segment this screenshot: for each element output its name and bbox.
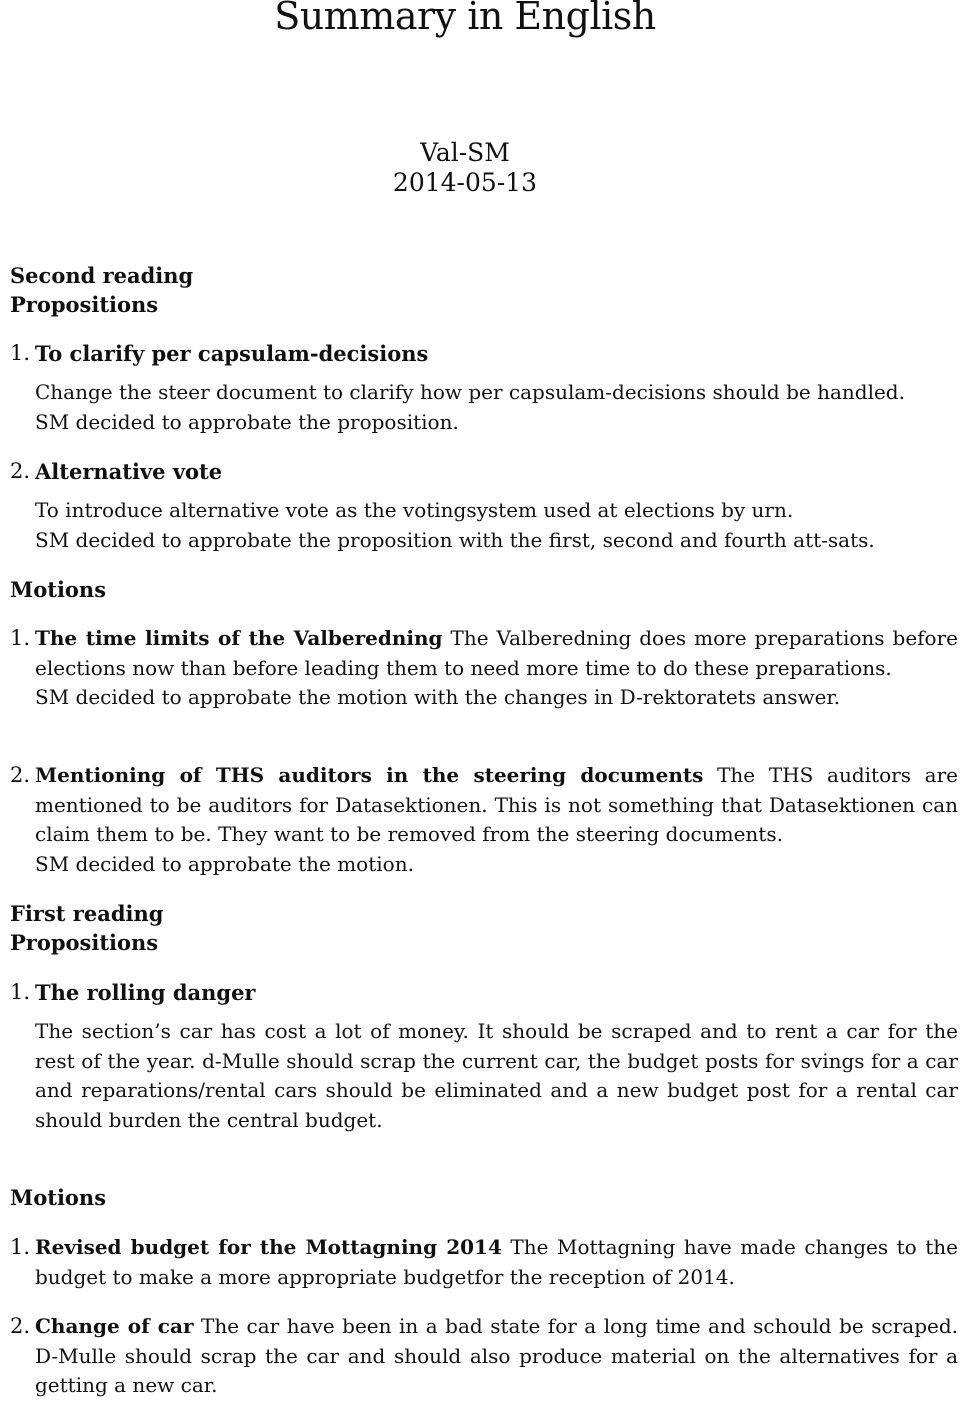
sr-prop-2-number: 2. bbox=[10, 459, 31, 483]
second-reading-propositions-heading: Propositions bbox=[10, 292, 159, 317]
fr-motion-1-number: 1. bbox=[10, 1235, 31, 1259]
sr-prop-1-title: To clarify per capsulam-decisions bbox=[35, 341, 429, 366]
meeting-name: Val-SM bbox=[420, 138, 510, 167]
sr-motion-1-number: 1. bbox=[10, 626, 31, 650]
sr-motion-1-title: The time limits of the Valberedning bbox=[35, 626, 443, 650]
sr-motion-2-description: The THS auditors are mentioned to be auditors for Datasektionen. This is not something that Datasektionen can claim them to be. They want to be removed from the steering documents. bbox=[35, 763, 958, 846]
sr-prop-1-decision: SM decided to approbate the proposition. bbox=[35, 409, 459, 434]
sr-motion-2-title: Mentioning of THS auditors in the steering documents bbox=[35, 763, 704, 787]
fr-motion-1-body bbox=[35, 1233, 958, 1292]
first-reading-propositions-heading: Propositions bbox=[10, 930, 159, 955]
sr-motion-1-decision: SM decided to approbate the motion with the changes in D-rektoratets answer. bbox=[35, 685, 841, 709]
sr-prop-2-description: To introduce alternative vote as the votingsystem used at elections by urn. bbox=[35, 498, 794, 522]
sr-prop-1-description: Change the steer document to clarify how per capsulam-decisions should be handled. bbox=[35, 380, 905, 404]
fr-motion-2-number: 2. bbox=[10, 1314, 31, 1338]
sr-motion-2-number: 2. bbox=[10, 763, 31, 787]
sr-motion-2-body bbox=[35, 761, 958, 879]
sr-prop-2-title: Alternative vote bbox=[35, 459, 223, 484]
sr-prop-1-number: 1. bbox=[10, 341, 31, 365]
first-reading-motions-heading: Motions bbox=[10, 1185, 107, 1210]
fr-prop-1-body bbox=[35, 1017, 958, 1135]
sr-prop-2-body bbox=[35, 496, 958, 555]
fr-prop-1-description: The section’s car has cost a lot of money. It should be scraped and to rent a car for the rest of the year. d-Mulle should scrap the current car, the budget posts for svings for a car and reparations/rental cars should be eliminated and a new budget post for a rental car should burden the central budget. bbox=[35, 1019, 958, 1132]
fr-motion-1-title: Revised budget for the Mottagning 2014 bbox=[35, 1235, 502, 1259]
sr-motion-2-decision: SM decided to approbate the motion. bbox=[35, 851, 414, 876]
fr-prop-1-number: 1. bbox=[10, 980, 31, 1004]
fr-motion-2-title: Change of car bbox=[35, 1314, 194, 1338]
first-reading-heading: First reading bbox=[10, 901, 164, 926]
fr-motion-1-description: The Mottagning have made changes to the budget to make a more appropriate budgetfor the reception of 2014. bbox=[35, 1235, 959, 1289]
second-reading-motions-heading: Motions bbox=[10, 577, 107, 602]
meeting-info bbox=[0, 138, 930, 198]
sr-motion-1-body bbox=[35, 624, 958, 713]
sr-prop-1-body bbox=[35, 378, 958, 437]
sr-motion-1-description: The Valberedning does more preparations before elections now than before leading them to need more time to do these preparations. bbox=[35, 626, 958, 680]
fr-motion-2-description: The car have been in a bad state for a long time and schould be scraped. D-Mulle should scrap the car and should also produce material on the alternatives for a getting a new car. bbox=[35, 1314, 958, 1397]
sr-prop-2-decision: SM decided to approbate the proposition with the first, second and fourth att-sats. bbox=[35, 527, 875, 552]
fr-motion-2-body bbox=[35, 1312, 958, 1401]
document-title: Summary in English bbox=[274, 0, 656, 38]
second-reading-heading: Second reading bbox=[10, 263, 194, 288]
fr-prop-1-title: The rolling danger bbox=[35, 980, 256, 1005]
meeting-date: 2014-05-13 bbox=[392, 168, 538, 197]
